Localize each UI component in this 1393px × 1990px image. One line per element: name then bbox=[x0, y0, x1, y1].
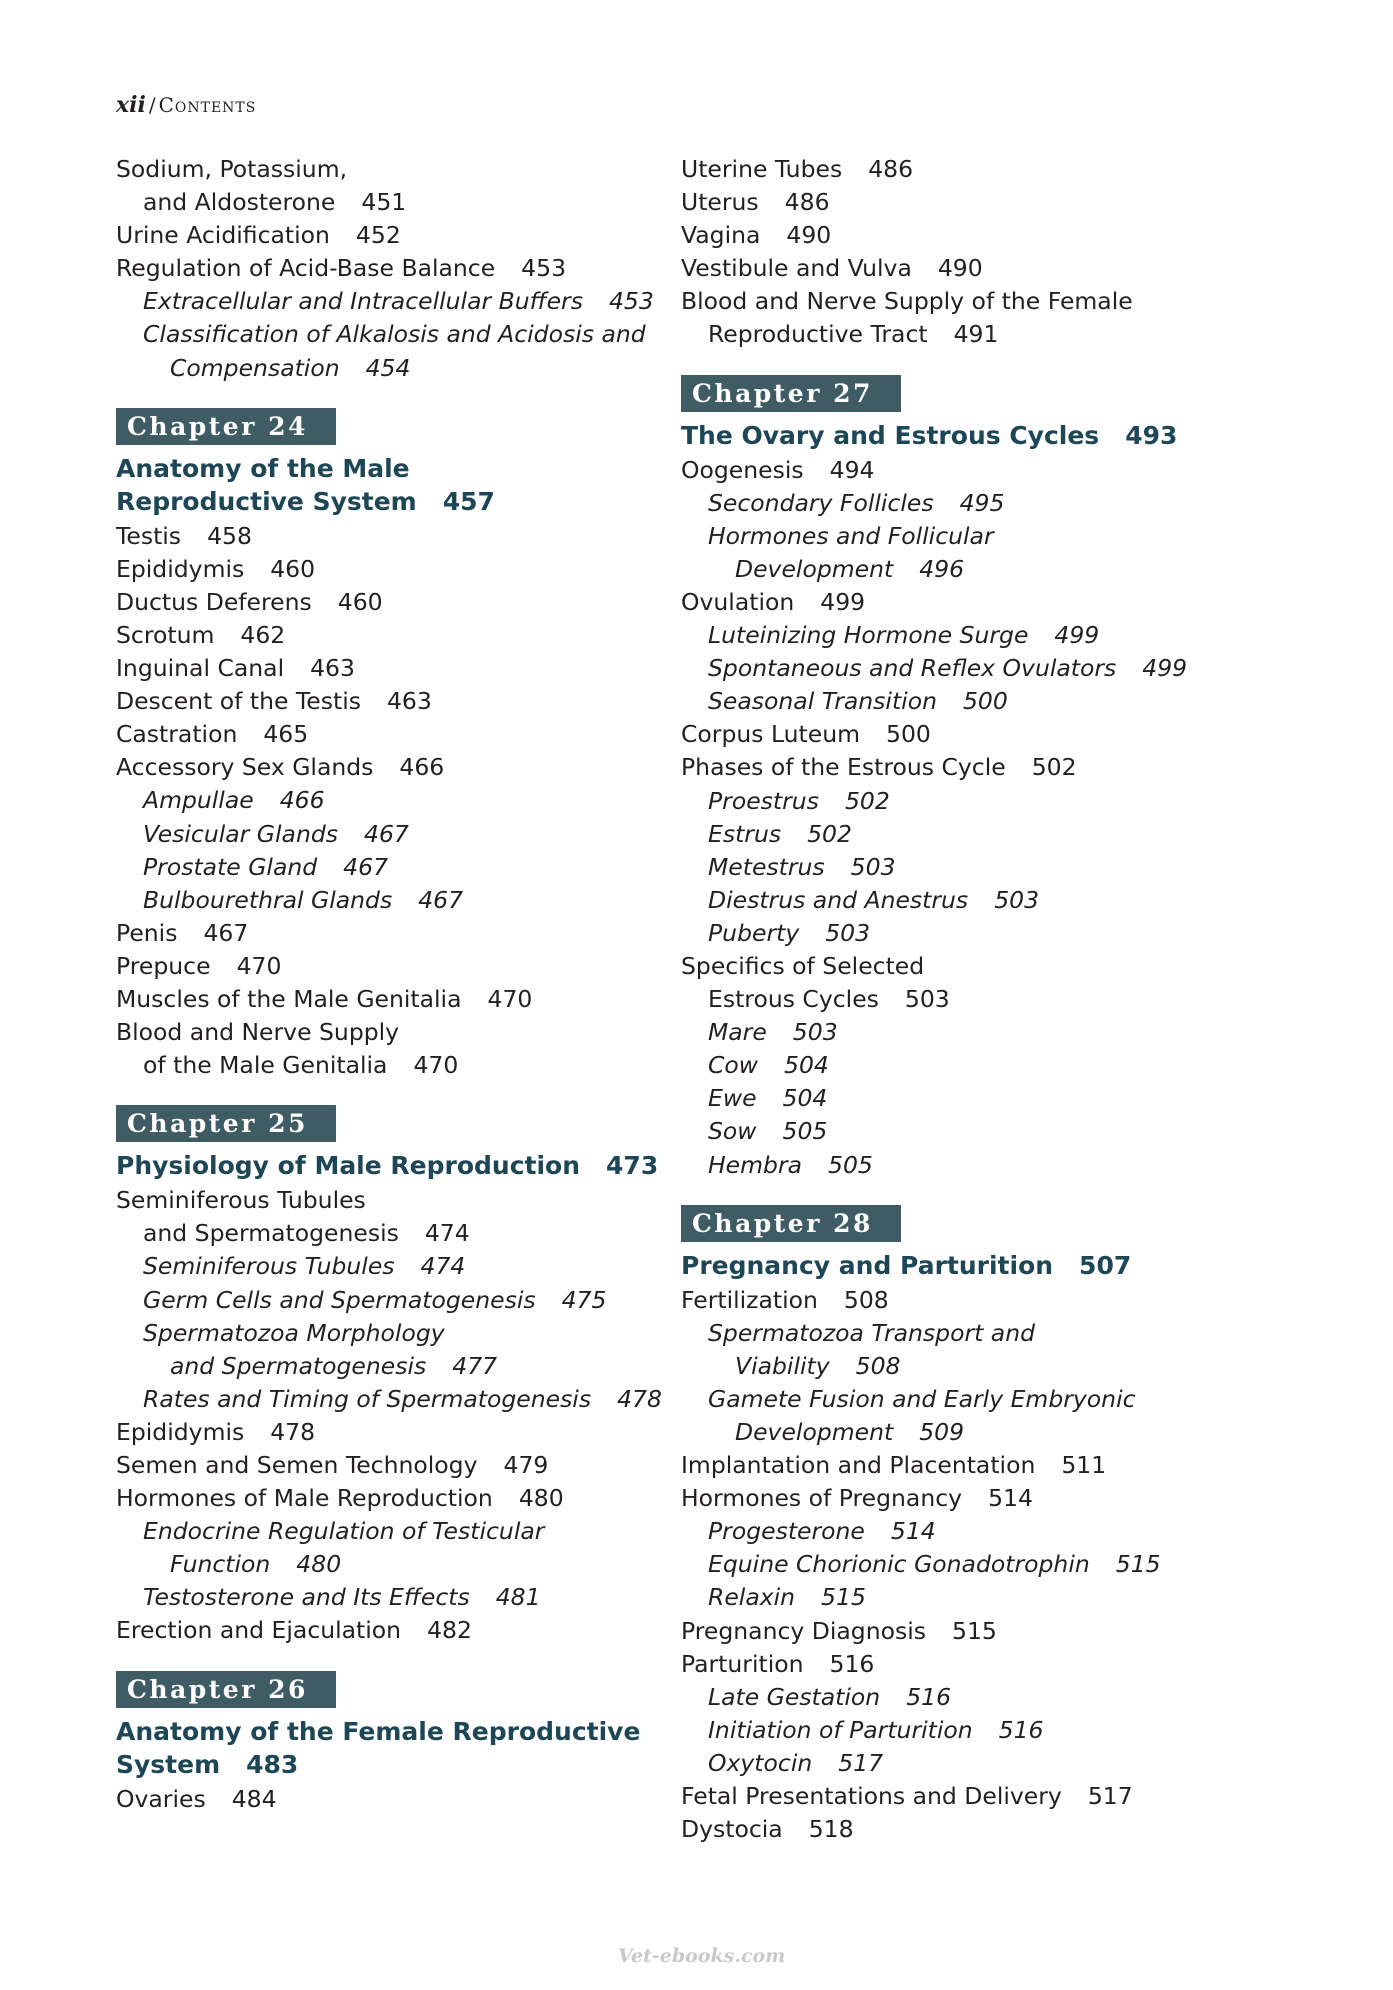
toc-entry bbox=[681, 983, 1221, 1016]
chapter-page-number: 507 bbox=[1079, 1250, 1132, 1280]
toc-entry-text: Endocrine Regulation of Testicular bbox=[143, 1517, 545, 1546]
toc-page-number: 503 bbox=[994, 885, 1040, 914]
toc-entry bbox=[116, 652, 656, 685]
toc-entry bbox=[116, 685, 656, 718]
toc-page-number: 482 bbox=[427, 1616, 472, 1645]
toc-entry-text: Oxytocin bbox=[708, 1748, 813, 1777]
toc-page-number: 466 bbox=[279, 786, 325, 815]
toc-entry-text: Prostate Gland bbox=[143, 852, 318, 881]
toc-entry-text: Blood and Nerve Supply bbox=[116, 1018, 400, 1047]
toc-page-number: 477 bbox=[452, 1351, 498, 1380]
toc-entry-text: Diestrus and Anestrus bbox=[708, 885, 969, 914]
toc-entry bbox=[681, 917, 1221, 950]
chapter-page-number: 473 bbox=[606, 1151, 659, 1181]
toc-entry bbox=[681, 751, 1221, 784]
toc-page-number: 478 bbox=[617, 1384, 662, 1413]
toc-entry bbox=[681, 1449, 1221, 1482]
toc-entry bbox=[116, 219, 656, 252]
chapter-label: Chapter 25 bbox=[116, 1105, 336, 1142]
toc-entry-text: Inguinal Canal bbox=[116, 654, 285, 683]
toc-page-number: 504 bbox=[784, 1051, 829, 1080]
toc-page-number: 494 bbox=[829, 455, 875, 484]
toc-entry-text: Cow bbox=[708, 1051, 759, 1080]
toc-entry-text: Pregnancy Diagnosis bbox=[681, 1616, 926, 1645]
toc-entry-text: Urine Acidification bbox=[116, 221, 330, 250]
toc-entry-text: Vagina bbox=[681, 221, 761, 250]
toc-entry bbox=[116, 917, 656, 950]
toc-entry bbox=[116, 619, 656, 652]
toc-entry bbox=[116, 1783, 656, 1816]
toc-entry bbox=[116, 950, 656, 983]
toc-entry-text: Estrus bbox=[708, 819, 782, 848]
toc-entry bbox=[681, 1115, 1221, 1148]
toc-page-number: 458 bbox=[207, 521, 252, 550]
toc-entry-text: Hormones of Pregnancy bbox=[681, 1484, 963, 1513]
toc-entry bbox=[681, 1515, 1221, 1548]
toc-entry-text: Puberty bbox=[708, 918, 800, 947]
toc-entry-text: Late Gestation bbox=[708, 1682, 881, 1711]
toc-entry bbox=[116, 784, 656, 817]
toc-entry bbox=[681, 1813, 1221, 1846]
toc-entry bbox=[681, 487, 1221, 520]
toc-page-number: 508 bbox=[843, 1285, 889, 1314]
toc-entry-text: Testis bbox=[116, 521, 182, 550]
toc-page-number: 505 bbox=[828, 1150, 873, 1179]
toc-entry bbox=[681, 1681, 1221, 1714]
toc-page-number: 516 bbox=[829, 1649, 875, 1678]
toc-entry bbox=[116, 318, 656, 351]
toc-entry-text: Implantation and Placentation bbox=[681, 1451, 1036, 1480]
toc-entry bbox=[681, 652, 1221, 685]
chapter-heading bbox=[681, 419, 1221, 452]
toc-entry-text: Seasonal Transition bbox=[708, 687, 937, 716]
toc-entry bbox=[681, 1780, 1221, 1813]
toc-page-number: 516 bbox=[998, 1715, 1044, 1744]
toc-entry bbox=[681, 520, 1221, 553]
toc-entry-text: Ovulation bbox=[681, 587, 795, 616]
toc-entry bbox=[681, 285, 1221, 318]
toc-page-number: 470 bbox=[487, 984, 533, 1013]
toc-entry-text: Parturition bbox=[681, 1649, 804, 1678]
toc-page-number: 474 bbox=[420, 1252, 466, 1281]
toc-entry bbox=[116, 252, 656, 285]
toc-entry bbox=[116, 1016, 656, 1049]
toc-page-number: 508 bbox=[855, 1351, 901, 1380]
toc-entry bbox=[116, 553, 656, 586]
toc-page-number: 502 bbox=[844, 786, 890, 815]
toc-entry bbox=[681, 1648, 1221, 1681]
toc-entry-text: Testosterone and Its Effects bbox=[143, 1583, 470, 1612]
toc-entry-text: Spermatozoa Transport and bbox=[708, 1318, 1036, 1347]
toc-left-column bbox=[116, 153, 662, 1816]
toc-entry bbox=[116, 520, 656, 553]
toc-page-number: 467 bbox=[418, 885, 464, 914]
toc-entry bbox=[116, 1581, 656, 1614]
toc-page-number: 480 bbox=[296, 1550, 342, 1579]
toc-page-number: 463 bbox=[386, 687, 432, 716]
chapter-title-line bbox=[681, 1249, 1221, 1282]
toc-entry-text: Seminiferous Tubules bbox=[143, 1252, 395, 1281]
toc-entry bbox=[681, 586, 1221, 619]
toc-entry-text: Epididymis bbox=[116, 1417, 245, 1446]
chapter-title-text: Reproductive System bbox=[116, 486, 417, 516]
toc-entry-text: Estrous Cycles bbox=[708, 985, 879, 1014]
toc-entry-text: Accessory Sex Glands bbox=[116, 753, 374, 782]
toc-entry-text: Erection and Ejaculation bbox=[116, 1616, 402, 1645]
toc-entry-text: Vestibule and Vulva bbox=[681, 254, 912, 283]
toc-entry-text: Fertilization bbox=[681, 1285, 818, 1314]
toc-entry bbox=[681, 685, 1221, 718]
toc-page-number: 503 bbox=[850, 852, 896, 881]
toc-entry bbox=[681, 1016, 1221, 1049]
header-section-title: Contents bbox=[158, 93, 257, 117]
toc-entry bbox=[681, 454, 1221, 487]
toc-entry bbox=[116, 1049, 656, 1082]
toc-entry bbox=[681, 1615, 1221, 1648]
toc-page-number: 453 bbox=[521, 254, 567, 283]
toc-entry-text: Castration bbox=[116, 720, 238, 749]
toc-entry bbox=[681, 1149, 1221, 1182]
toc-entry bbox=[681, 718, 1221, 751]
chapter-heading bbox=[116, 1715, 656, 1781]
toc-entry bbox=[681, 1548, 1221, 1581]
toc-page-number: 479 bbox=[503, 1451, 549, 1479]
chapter-title-line bbox=[116, 1715, 656, 1748]
toc-entry-text: Bulbourethral Glands bbox=[143, 885, 393, 914]
toc-entry bbox=[116, 1317, 656, 1350]
toc-page-number: 480 bbox=[518, 1484, 564, 1513]
toc-page-number: 504 bbox=[782, 1084, 828, 1113]
toc-page-number: 475 bbox=[561, 1285, 607, 1314]
chapter-heading bbox=[116, 1149, 659, 1182]
toc-entry-text: Spontaneous and Reflex Ovulators bbox=[708, 654, 1117, 683]
toc-entry bbox=[116, 1449, 656, 1482]
toc-entry-text: Progesterone bbox=[708, 1517, 865, 1546]
toc-page-number: 499 bbox=[1142, 654, 1188, 683]
toc-entry-text: Gamete Fusion and Early Embryonic bbox=[708, 1384, 1136, 1413]
toc-entry-text: Uterus bbox=[681, 188, 759, 217]
toc-entry-text: Germ Cells and Spermatogenesis bbox=[143, 1285, 536, 1314]
toc-entry-text: Metestrus bbox=[708, 852, 825, 881]
toc-entry bbox=[116, 751, 656, 784]
toc-page-number: 481 bbox=[495, 1583, 541, 1612]
toc-page-number: 462 bbox=[240, 620, 286, 649]
running-header bbox=[116, 92, 256, 118]
toc-entry bbox=[116, 1250, 656, 1283]
toc-entry-text: Scrotum bbox=[116, 620, 215, 649]
toc-entry bbox=[116, 1482, 656, 1515]
toc-page-number: 503 bbox=[904, 985, 950, 1014]
toc-entry bbox=[116, 718, 656, 751]
toc-entry bbox=[681, 1350, 1221, 1383]
toc-page-number: 509 bbox=[919, 1418, 965, 1446]
chapter-title-line bbox=[116, 485, 656, 518]
toc-entry-text: Ampullae bbox=[143, 786, 254, 815]
toc-entry-text: Prepuce bbox=[116, 951, 211, 980]
toc-entry bbox=[681, 1049, 1221, 1082]
header-separator: / bbox=[148, 93, 156, 117]
toc-page-number: 511 bbox=[1061, 1451, 1107, 1480]
toc-entry bbox=[116, 153, 656, 186]
toc-entry-text: Development bbox=[735, 1418, 894, 1446]
toc-page-number: 517 bbox=[1087, 1782, 1133, 1811]
toc-entry-text: Uterine Tubes bbox=[681, 155, 843, 183]
toc-entry bbox=[116, 884, 656, 917]
toc-page-number: 505 bbox=[782, 1117, 828, 1146]
toc-entry-text: Rates and Timing of Spermatogenesis bbox=[143, 1384, 592, 1413]
toc-entry bbox=[681, 1416, 1221, 1449]
toc-entry bbox=[681, 318, 1221, 351]
chapter-label: Chapter 24 bbox=[116, 408, 336, 445]
watermark: Vet-ebooks.com bbox=[618, 1945, 786, 1967]
toc-page-number: 503 bbox=[825, 918, 871, 947]
toc-page-number: 454 bbox=[365, 353, 411, 382]
toc-page-number: 486 bbox=[868, 155, 914, 183]
toc-entry-text: Development bbox=[735, 554, 894, 583]
toc-entry bbox=[681, 186, 1221, 219]
toc-page-number: 470 bbox=[413, 1051, 459, 1080]
toc-entry-text: Viability bbox=[735, 1351, 830, 1380]
toc-entry bbox=[116, 1217, 656, 1250]
toc-page-number: 467 bbox=[364, 819, 409, 848]
toc-entry bbox=[116, 1184, 656, 1217]
toc-entry-text: Seminiferous Tubules bbox=[116, 1186, 366, 1215]
toc-page-number: 515 bbox=[821, 1583, 866, 1612]
toc-entry-text: Corpus Luteum bbox=[681, 720, 861, 749]
toc-page-number: 517 bbox=[838, 1748, 884, 1777]
toc-entry-text: Compensation bbox=[170, 353, 340, 382]
toc-entry-text: Muscles of the Male Genitalia bbox=[116, 984, 462, 1013]
chapter-title-text: Pregnancy and Parturition bbox=[681, 1250, 1054, 1280]
toc-entry-text: Descent of the Testis bbox=[116, 687, 361, 716]
toc-entry-text: and Spermatogenesis bbox=[143, 1219, 399, 1248]
toc-entry-text: Vesicular Glands bbox=[143, 819, 338, 848]
toc-entry-text: Oogenesis bbox=[681, 455, 804, 484]
toc-page-number: 452 bbox=[355, 221, 401, 250]
toc-entry-text: Dystocia bbox=[681, 1815, 783, 1844]
toc-page-number: 516 bbox=[906, 1682, 952, 1711]
toc-entry bbox=[116, 1284, 656, 1317]
chapter-label: Chapter 26 bbox=[116, 1671, 336, 1708]
toc-entry-text: Ovaries bbox=[116, 1784, 206, 1813]
toc-entry-text: Luteinizing Hormone Surge bbox=[708, 621, 1029, 650]
toc-entry bbox=[116, 1416, 656, 1449]
toc-entry bbox=[681, 1082, 1221, 1115]
toc-entry-text: Sow bbox=[708, 1117, 757, 1146]
chapter-label: Chapter 27 bbox=[681, 375, 901, 412]
toc-entry-text: Blood and Nerve Supply of the Female bbox=[681, 287, 1133, 316]
toc-entry-text: Spermatozoa Morphology bbox=[143, 1318, 445, 1347]
toc-entry-text: Function bbox=[170, 1550, 271, 1579]
toc-entry-text: Extracellular and Intracellular Buffers bbox=[143, 287, 583, 316]
toc-entry-text: Phases of the Estrous Cycle bbox=[681, 753, 1006, 782]
toc-entry bbox=[681, 252, 1221, 285]
toc-entry bbox=[116, 983, 656, 1016]
toc-entry bbox=[681, 1317, 1221, 1350]
toc-entry-text: Relaxin bbox=[708, 1583, 796, 1612]
toc-entry bbox=[681, 950, 1221, 983]
toc-entry bbox=[681, 1284, 1221, 1317]
toc-entry bbox=[116, 352, 656, 385]
toc-entry bbox=[116, 186, 656, 219]
toc-page-number: 470 bbox=[236, 951, 282, 980]
toc-page-number: 490 bbox=[937, 254, 983, 283]
toc-entry bbox=[116, 818, 656, 851]
toc-page-number: 495 bbox=[959, 488, 1005, 517]
toc-page-number: 503 bbox=[792, 1018, 838, 1047]
chapter-title-line bbox=[116, 1149, 659, 1182]
toc-entry-text: Equine Chorionic Gonadotrophin bbox=[708, 1550, 1090, 1579]
toc-page-number: 499 bbox=[1054, 621, 1100, 650]
toc-entry bbox=[681, 785, 1221, 818]
toc-entry-text: and Aldosterone bbox=[143, 188, 336, 217]
toc-page-number: 460 bbox=[337, 587, 383, 616]
toc-entry-text: Initiation of Parturition bbox=[708, 1715, 973, 1744]
toc-page-number: 496 bbox=[919, 554, 965, 583]
toc-page-number: 467 bbox=[203, 918, 249, 947]
toc-page-number: 499 bbox=[820, 587, 866, 616]
toc-entry-text: Secondary Follicles bbox=[708, 488, 934, 517]
toc-page-number: 515 bbox=[1115, 1550, 1161, 1579]
toc-entry bbox=[681, 1482, 1221, 1515]
toc-page-number: 486 bbox=[784, 188, 830, 217]
toc-entry bbox=[681, 818, 1221, 851]
chapter-heading bbox=[681, 1249, 1221, 1282]
toc-entry bbox=[116, 851, 656, 884]
toc-page-number: 463 bbox=[310, 654, 355, 683]
toc-page-number: 500 bbox=[962, 687, 1008, 716]
toc-page-number: 514 bbox=[890, 1517, 936, 1546]
toc-entry-text: Mare bbox=[708, 1018, 767, 1047]
toc-entry bbox=[681, 619, 1221, 652]
toc-page-number: 474 bbox=[424, 1219, 470, 1248]
toc-entry bbox=[116, 1548, 656, 1581]
toc-entry-text: Hormones and Follicular bbox=[708, 521, 994, 550]
toc-entry-text: Semen and Semen Technology bbox=[116, 1451, 478, 1479]
toc-right-column bbox=[681, 153, 1221, 1846]
toc-entry-text: and Spermatogenesis bbox=[170, 1351, 427, 1380]
toc-entry-text: Ewe bbox=[708, 1084, 757, 1113]
toc-entry bbox=[116, 1350, 656, 1383]
chapter-title-text: Physiology of Male Reproduction bbox=[116, 1151, 581, 1181]
chapter-title-text: System bbox=[116, 1749, 221, 1779]
chapter-title-line bbox=[116, 452, 656, 485]
toc-page-number: 467 bbox=[343, 852, 389, 881]
toc-page-number: 460 bbox=[270, 554, 316, 583]
chapter-title-line bbox=[681, 419, 1221, 452]
toc-entry bbox=[116, 586, 656, 619]
toc-entry bbox=[116, 285, 656, 318]
chapter-title-text: The Ovary and Estrous Cycles bbox=[681, 420, 1100, 450]
toc-entry bbox=[681, 1581, 1221, 1614]
chapter-page-number: 457 bbox=[442, 486, 495, 516]
chapter-title-text: Anatomy of the Female Reproductive bbox=[116, 1716, 641, 1746]
toc-entry bbox=[681, 1383, 1221, 1416]
toc-page-number: 500 bbox=[886, 720, 931, 749]
toc-entry bbox=[681, 851, 1221, 884]
toc-entry-text: Epididymis bbox=[116, 554, 245, 583]
toc-page-number: 502 bbox=[1031, 753, 1077, 782]
chapter-label: Chapter 28 bbox=[681, 1205, 901, 1242]
toc-page-number: 451 bbox=[361, 188, 407, 217]
page-folio: xii bbox=[116, 92, 146, 118]
toc-entry-text: Ductus Deferens bbox=[116, 587, 312, 616]
toc-entry-text: Fetal Presentations and Delivery bbox=[681, 1782, 1062, 1811]
toc-entry-text: Hormones of Male Reproduction bbox=[116, 1484, 493, 1513]
toc-page-number: 514 bbox=[988, 1484, 1033, 1513]
toc-entry-text: Hembra bbox=[708, 1150, 802, 1179]
toc-entry-text: Regulation of Acid-Base Balance bbox=[116, 254, 496, 283]
toc-page-number: 465 bbox=[263, 720, 309, 749]
toc-page-number: 491 bbox=[953, 320, 999, 349]
toc-entry-text: Sodium, Potassium, bbox=[116, 155, 348, 183]
chapter-title-text: Anatomy of the Male bbox=[116, 453, 410, 483]
toc-entry bbox=[681, 884, 1221, 917]
toc-entry bbox=[681, 153, 1221, 186]
chapter-heading bbox=[116, 452, 656, 518]
chapter-title-line bbox=[116, 1748, 656, 1781]
toc-page-number: 478 bbox=[270, 1417, 316, 1446]
toc-page-number: 466 bbox=[399, 753, 445, 782]
toc-page-number: 515 bbox=[952, 1616, 997, 1645]
toc-page-number: 502 bbox=[807, 819, 852, 848]
toc-page-number: 518 bbox=[808, 1815, 854, 1844]
toc-entry bbox=[116, 1614, 656, 1647]
chapter-page-number: 483 bbox=[246, 1749, 299, 1779]
toc-entry-text: Reproductive Tract bbox=[708, 320, 928, 349]
toc-entry bbox=[116, 1515, 656, 1548]
toc-entry bbox=[681, 1747, 1221, 1780]
toc-entry-text: Specifics of Selected bbox=[681, 951, 925, 980]
toc-entry-text: Penis bbox=[116, 918, 178, 947]
toc-page-number: 453 bbox=[608, 287, 654, 316]
toc-entry-text: Proestrus bbox=[708, 786, 819, 815]
toc-entry-text: Classification of Alkalosis and Acidosis and bbox=[143, 320, 646, 349]
toc-entry bbox=[681, 553, 1221, 586]
chapter-page-number: 493 bbox=[1125, 420, 1178, 450]
toc-page-number: 490 bbox=[786, 221, 832, 250]
toc-entry bbox=[681, 1714, 1221, 1747]
toc-page-number: 484 bbox=[231, 1784, 277, 1813]
toc-entry-text: of the Male Genitalia bbox=[143, 1051, 388, 1080]
toc-entry bbox=[116, 1383, 662, 1416]
toc-entry bbox=[681, 219, 1221, 252]
